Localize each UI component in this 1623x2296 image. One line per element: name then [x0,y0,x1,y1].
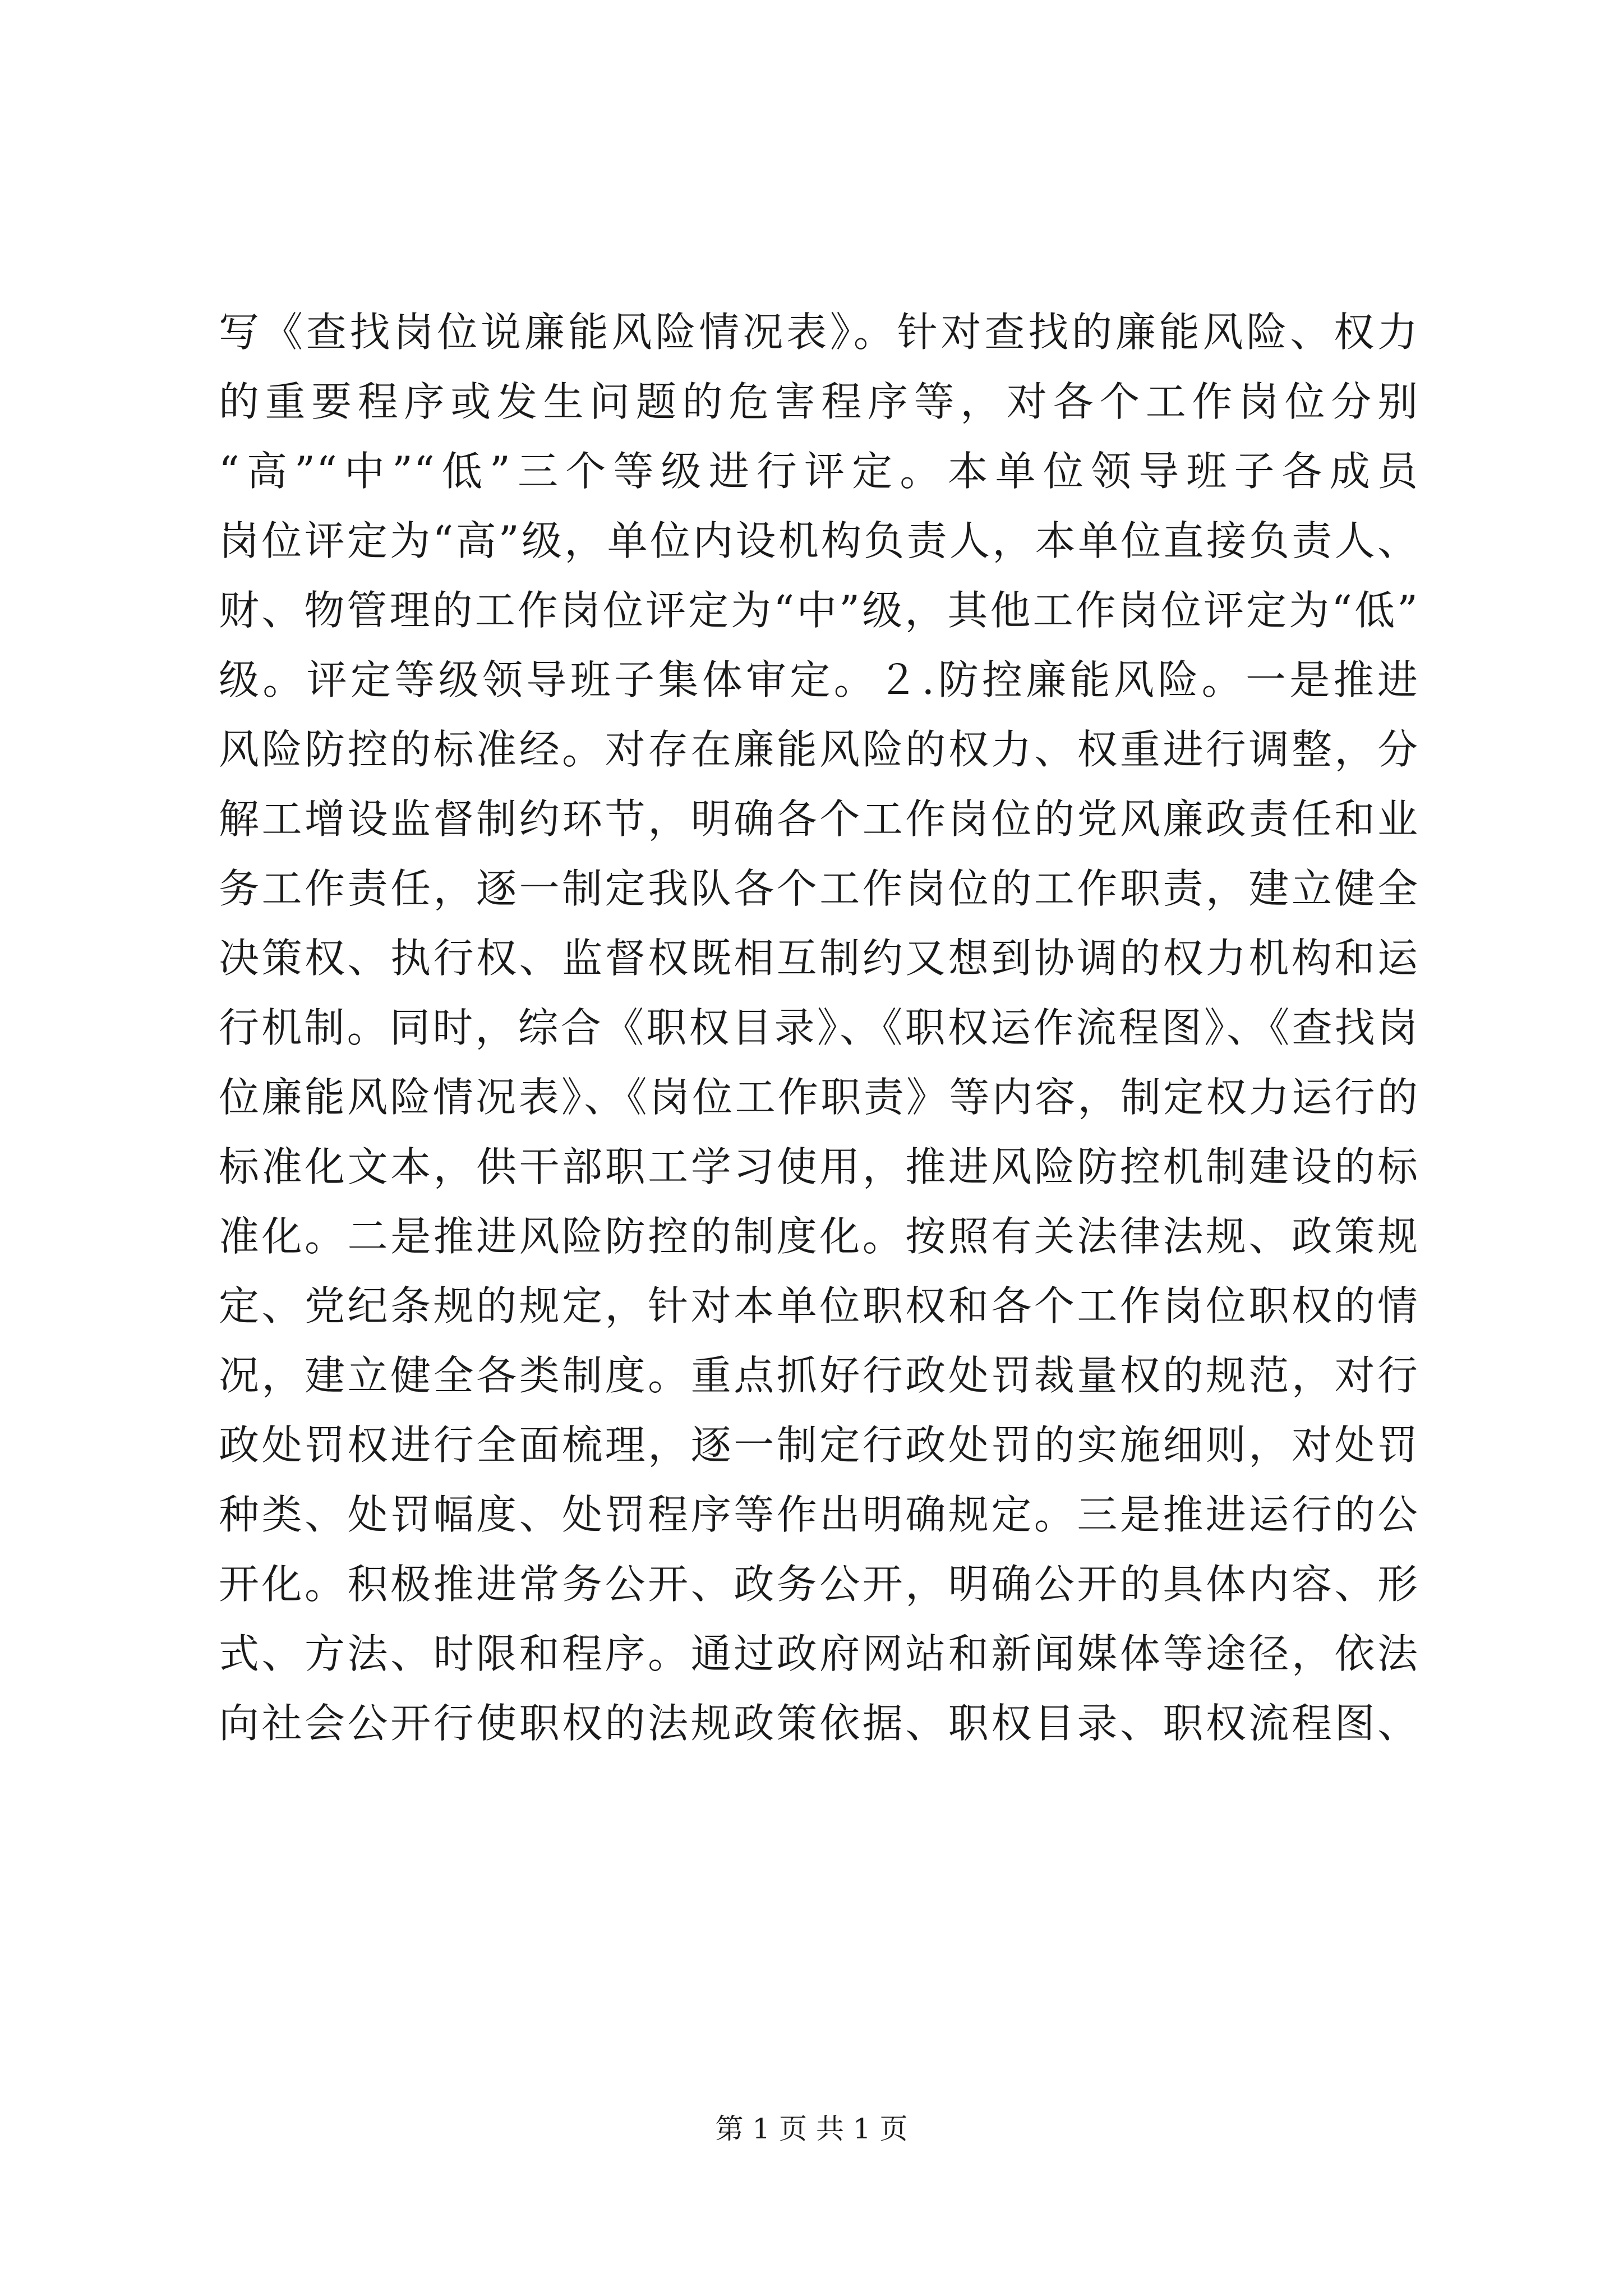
text-line: 写《查找岗位说廉能风险情况表》。针对查找的廉能风险、权力 [219,309,1419,356]
text-line: 定、党纪条规的规定，针对本单位职权和各个工作岗位职权的情 [219,1282,1419,1329]
text-line: “高”“中”“低”三个等级进行评定。本单位领导班子各成员 [219,448,1419,495]
text-line: 位廉能风险情况表》、《岗位工作职责》等内容，制定权力运行的 [219,1074,1419,1121]
text-line: 财、物管理的工作岗位评定为“中”级，其他工作岗位评定为“低” [219,587,1419,634]
text-line: 解工增设监督制约环节，明确各个工作岗位的党风廉政责任和业 [219,795,1419,843]
text-line: 式、方法、时限和程序。通过政府网站和新闻媒体等途径，依法 [219,1630,1419,1677]
page-number-label: 第 1 页 共 1 页 [715,2113,908,2145]
text-line: 风险防控的标准经。对存在廉能风险的权力、权重进行调整，分 [219,726,1419,773]
text-line: 岗位评定为“高”级，单位内设机构负责人，本单位直接负责人、 [219,517,1419,564]
text-line: 政处罚权进行全面梳理，逐一制定行政处罚的实施细则，对处罚 [219,1421,1419,1469]
text-line: 标准化文本，供干部职工学习使用，推进风险防控机制建设的标 [219,1143,1419,1190]
text-line: 况，建立健全各类制度。重点抓好行政处罚裁量权的规范，对行 [219,1352,1419,1399]
text-line: 级。评定等级领导班子集体审定。２.防控廉能风险。一是推进 [219,656,1419,703]
text-line: 的重要程序或发生问题的危害程序等，对各个工作岗位分别 [219,378,1419,425]
text-line: 种类、处罚幅度、处罚程序等作出明确规定。三是推进运行的公 [219,1491,1419,1538]
text-line: 准化。二是推进风险防控的制度化。按照有关法律法规、政策规 [219,1213,1419,1260]
text-line: 务工作责任，逐一制定我队各个工作岗位的工作职责，建立健全 [219,865,1419,912]
text-line: 行机制。同时，综合《职权目录》、《职权运作流程图》、《查找岗 [219,1004,1419,1051]
text-line: 开化。积极推进常务公开、政务公开，明确公开的具体内容、形 [219,1561,1419,1608]
page-footer [0,2109,1623,2148]
text-line: 决策权、执行权、监督权既相互制约又想到协调的权力机构和运 [219,935,1419,982]
text-line: 向社会公开行使职权的法规政策依据、职权目录、职权流程图、 [219,1700,1419,1747]
body-text [219,297,1419,1758]
